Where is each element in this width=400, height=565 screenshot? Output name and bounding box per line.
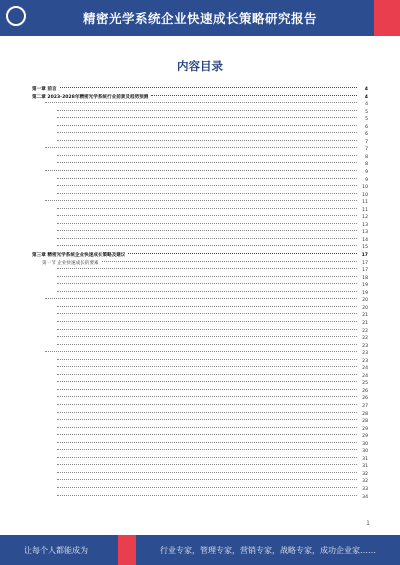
toc-leader-dots: [57, 215, 357, 216]
toc-entry[interactable]: [32, 252, 368, 260]
toc-leader-dots: [57, 125, 357, 126]
toc-leader-dots: [57, 404, 357, 405]
toc-entry-page: 20: [362, 298, 368, 304]
toc-entry[interactable]: [32, 192, 368, 200]
toc-leader-dots: [57, 193, 357, 194]
toc-leader-dots: [128, 253, 357, 254]
toc-entry-page: 32: [362, 479, 368, 485]
toc-leader-dots: [57, 472, 357, 473]
toc-entry-label: 第二章 2023-2028年精密光学系统行业前景及趋势预测: [32, 94, 149, 100]
toc-entry-label: 第三章 精密光学系统企业快速成长策略及建议: [32, 253, 126, 259]
toc-entry[interactable]: [32, 350, 368, 358]
toc-leader-dots: [45, 147, 357, 148]
toc-entry[interactable]: [32, 365, 368, 373]
toc-entry[interactable]: [32, 169, 368, 177]
toc-entry[interactable]: [32, 101, 368, 109]
toc-entry-page: 13: [362, 230, 368, 236]
toc-leader-dots: [57, 449, 357, 450]
toc-leader-dots: [57, 208, 357, 209]
toc-leader-dots: [57, 389, 357, 390]
footer-right-text: 行业专家，管理专家，营销专家，战略专家，成功企业家……: [160, 546, 376, 555]
toc-leader-dots: [57, 132, 357, 133]
toc-entry[interactable]: [32, 320, 368, 328]
toc-entry-page: 19: [362, 283, 368, 289]
toc-leader-dots: [57, 434, 357, 435]
toc-entry-page: 21: [362, 320, 368, 326]
toc-leader-dots: [57, 268, 357, 269]
toc-entry-page: 18: [362, 275, 368, 281]
toc-leader-dots: [151, 95, 357, 96]
toc-entry[interactable]: [32, 161, 368, 169]
toc-entry-page: 4: [364, 94, 368, 100]
toc-entry[interactable]: [32, 441, 368, 449]
toc-entry[interactable]: [32, 139, 368, 147]
toc-leader-dots: [57, 366, 357, 367]
toc-entry[interactable]: [32, 146, 368, 154]
toc-leader-dots: [57, 162, 357, 163]
toc-leader-dots: [57, 419, 357, 420]
toc-entry-page: 10: [362, 185, 368, 191]
toc-leader-dots: [57, 230, 357, 231]
toc-entry[interactable]: [32, 124, 368, 132]
toc-leader-dots: [57, 313, 357, 314]
toc-entry[interactable]: [32, 486, 368, 494]
toc-entry[interactable]: [32, 207, 368, 215]
toc-entry-page: 31: [362, 464, 368, 470]
toc-entry-page: 30: [362, 449, 368, 455]
toc-leader-dots: [57, 306, 357, 307]
toc-leader-dots: [57, 479, 357, 480]
toc-entry[interactable]: [32, 433, 368, 441]
toc-entry[interactable]: [32, 237, 368, 245]
toc-entry-page: 14: [362, 237, 368, 243]
toc-entry-page: 23: [362, 358, 368, 364]
footer-bar: [0, 535, 400, 565]
toc-entry-page: 28: [362, 419, 368, 425]
toc-entry-page: 24: [362, 366, 368, 372]
toc-entry[interactable]: [32, 177, 368, 185]
toc-entry-page: 9: [365, 177, 368, 183]
toc-entry-page: 22: [362, 336, 368, 342]
toc-entry[interactable]: [32, 131, 368, 139]
toc-leader-dots: [45, 200, 357, 201]
toc-leader-dots: [57, 245, 357, 246]
footer-accent: [118, 535, 136, 565]
toc-entry[interactable]: [32, 478, 368, 486]
toc-entry-page: 7: [365, 147, 368, 153]
toc-entry-page: 15: [362, 245, 368, 251]
toc-entry[interactable]: [32, 229, 368, 237]
toc-leader-dots: [57, 381, 357, 382]
toc-leader-dots: [57, 178, 357, 179]
toc-leader-dots: [57, 359, 357, 360]
toc-entry-page: 26: [362, 388, 368, 394]
toc-leader-dots: [57, 140, 357, 141]
toc-leader-dots: [57, 344, 357, 345]
toc-entry-page: 34: [362, 494, 368, 500]
page-number: 1: [366, 520, 370, 527]
toc-entry-page: 28: [362, 411, 368, 417]
toc-entry[interactable]: [32, 222, 368, 230]
toc-entry[interactable]: [32, 373, 368, 381]
toc-entry-page: 30: [362, 441, 368, 447]
toc-entry-page: 24: [362, 373, 368, 379]
toc-entry-page: 25: [362, 381, 368, 387]
toc-entry-page: 32: [362, 471, 368, 477]
toc-leader-dots: [45, 351, 357, 352]
toc-entry[interactable]: [32, 456, 368, 464]
toc-entry[interactable]: [32, 426, 368, 434]
toc-entry-label: 第一节 企业快速成长的要素: [42, 260, 99, 266]
toc-entry[interactable]: [32, 116, 368, 124]
toc-entry[interactable]: [32, 154, 368, 162]
toc-entry[interactable]: [32, 343, 368, 351]
toc-leader-dots: [102, 261, 357, 262]
toc-entry-page: 13: [362, 222, 368, 228]
toc-leader-dots: [57, 321, 357, 322]
toc-leader-dots: [57, 336, 357, 337]
toc-entry[interactable]: [32, 328, 368, 336]
toc-entry[interactable]: [32, 290, 368, 298]
toc-entry-page: 17: [361, 253, 368, 259]
toc-leader-dots: [57, 495, 357, 496]
toc-leader-dots: [57, 238, 357, 239]
toc-leader-dots: [45, 102, 357, 103]
toc-entry[interactable]: [32, 267, 368, 275]
toc-entry[interactable]: [32, 494, 368, 502]
toc-entry[interactable]: [32, 388, 368, 396]
toc-leader-dots: [57, 374, 357, 375]
toc-entry-page: 11: [362, 207, 368, 213]
toc-leader-dots: [57, 464, 357, 465]
toc-entry-page: 4: [365, 102, 368, 108]
toc-entry-page: 8: [365, 162, 368, 168]
toc-leader-dots: [57, 276, 357, 277]
toc-entry[interactable]: [32, 244, 368, 252]
toc-leader-dots: [57, 487, 357, 488]
toc-leader-dots: [57, 396, 357, 397]
toc-entry[interactable]: [32, 305, 368, 313]
toc-entry-page: 6: [365, 132, 368, 138]
toc-entry[interactable]: [32, 395, 368, 403]
toc-entry[interactable]: [32, 335, 368, 343]
toc-title: 内容目录: [177, 59, 223, 73]
toc-entry[interactable]: [32, 380, 368, 388]
report-title: 精密光学系统企业快速成长策略研究报告: [82, 11, 317, 26]
toc-entry-page: 19: [362, 290, 368, 296]
toc-entry-page: 9: [365, 170, 368, 176]
toc-entry[interactable]: [32, 282, 368, 290]
toc-entry[interactable]: [32, 86, 368, 94]
toc-entry-page: 11: [362, 200, 368, 206]
report-header: [0, 0, 400, 36]
toc-entry-page: 22: [362, 328, 368, 334]
toc-entry-page: 33: [362, 486, 368, 492]
toc-leader-dots: [57, 329, 357, 330]
toc-leader-dots: [57, 457, 357, 458]
toc-entry[interactable]: [32, 260, 368, 268]
toc-leader-dots: [57, 283, 357, 284]
toc-leader-dots: [57, 412, 357, 413]
toc-entry-page: 5: [365, 117, 368, 123]
toc-entry[interactable]: [32, 463, 368, 471]
toc-entry[interactable]: [32, 199, 368, 207]
toc-entry[interactable]: [32, 214, 368, 222]
toc-entry-page: 23: [362, 343, 368, 349]
toc-leader-dots: [57, 427, 357, 428]
toc-leader-dots: [57, 110, 357, 111]
toc-entry-page: 8: [365, 154, 368, 160]
toc-leader-dots: [57, 117, 357, 118]
toc-leader-dots: [60, 87, 357, 88]
toc-entry[interactable]: [32, 411, 368, 419]
footer-left-text: 让每个人都能成为: [24, 546, 88, 555]
toc-entry-page: 4: [364, 87, 368, 92]
toc-leader-dots: [57, 155, 357, 156]
toc-entry-page: 23: [362, 351, 368, 357]
toc-entry-label: 第一章 前言: [32, 87, 57, 92]
toc-entry-page: 10: [362, 192, 368, 198]
toc-entry-page: 17: [362, 268, 368, 274]
header-accent-bar: [374, 0, 400, 36]
toc-entry[interactable]: [32, 275, 368, 283]
toc-leader-dots: [57, 442, 357, 443]
toc-entry-page: 7: [365, 139, 368, 145]
toc-entry-page: 31: [362, 456, 368, 462]
toc-entry-page: 17: [362, 260, 368, 266]
toc-entry[interactable]: [32, 184, 368, 192]
toc-entry[interactable]: [32, 109, 368, 117]
toc-leader-dots: [45, 170, 357, 171]
toc-entry-page: 26: [362, 396, 368, 402]
toc-leader-dots: [45, 298, 357, 299]
toc-entry-page: 5: [365, 109, 368, 115]
toc-entry-page: 27: [362, 403, 368, 409]
toc-entry[interactable]: [32, 358, 368, 366]
toc-entry[interactable]: [32, 297, 368, 305]
toc-entry[interactable]: [32, 418, 368, 426]
toc-leader-dots: [57, 223, 357, 224]
toc-entry-page: 29: [362, 426, 368, 432]
toc-leader-dots: [57, 291, 357, 292]
toc-leader-dots: [57, 185, 357, 186]
toc-entry-page: 20: [362, 305, 368, 311]
toc-entry-page: 21: [362, 313, 368, 319]
toc-entry[interactable]: [32, 471, 368, 479]
toc-entry[interactable]: [32, 94, 368, 102]
toc-entry-page: 6: [365, 124, 368, 130]
toc-entry-page: 29: [362, 434, 368, 440]
toc-entry-page: 12: [362, 215, 368, 221]
toc-entry[interactable]: [32, 448, 368, 456]
toc-entry[interactable]: [32, 312, 368, 320]
toc-entry[interactable]: [32, 403, 368, 411]
table-of-contents: [32, 86, 368, 501]
